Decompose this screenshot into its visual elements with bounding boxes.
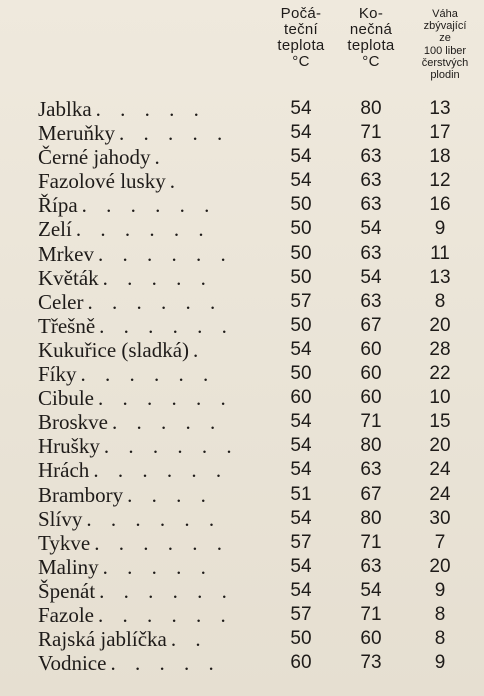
remaining-weight-cell: 20 xyxy=(429,555,451,577)
header-line: ze xyxy=(439,32,451,45)
produce-name: Hrušky xyxy=(38,434,100,459)
remaining-weight-cell: 13 xyxy=(429,266,451,288)
remaining-weight-cell: 8 xyxy=(434,603,446,625)
final-temperature-cell: 63 xyxy=(360,170,382,192)
remaining-weight-cell: 20 xyxy=(429,314,451,336)
produce-name: Tykve xyxy=(38,530,91,555)
header-line: °C xyxy=(362,53,380,70)
final-temperature-cell: 67 xyxy=(360,314,382,336)
initial-temperature-cell: 51 xyxy=(290,483,312,505)
remaining-weight-cell: 8 xyxy=(434,290,446,312)
leader-dots: . . . . . . xyxy=(103,434,239,459)
initial-temperature-cell: 54 xyxy=(290,507,312,529)
header-final-temperature xyxy=(332,6,410,70)
header-line: Počá- xyxy=(280,5,322,22)
leader-dots: . . . . . xyxy=(102,554,213,579)
produce-name: Hrách xyxy=(38,458,90,483)
remaining-weight-cell: 17 xyxy=(429,122,451,144)
produce-name-cell xyxy=(38,169,268,193)
final-temperature-cell: 67 xyxy=(360,483,382,505)
initial-temperature-cell: 54 xyxy=(290,170,312,192)
produce-name: Fazolové lusky xyxy=(38,169,166,194)
produce-name-cell xyxy=(38,555,268,579)
remaining-weight-cell: 12 xyxy=(429,170,451,192)
remaining-weight-cell: 13 xyxy=(429,98,451,119)
final-temperature-cell: 63 xyxy=(360,194,382,216)
produce-name-cell xyxy=(38,603,268,627)
produce-name: Květák xyxy=(38,265,99,290)
remaining-weight-cell: 22 xyxy=(429,363,451,385)
final-temperature-cell: 60 xyxy=(360,628,382,650)
initial-temperature-cell: 60 xyxy=(290,652,312,674)
produce-name-cell xyxy=(38,97,268,121)
produce-name-cell xyxy=(38,627,268,651)
leader-dots: . . . . . . xyxy=(93,458,229,483)
leader-dots: . . . . . . xyxy=(80,362,216,387)
produce-name-cell xyxy=(38,338,268,362)
initial-temperature-cell: 54 xyxy=(290,338,312,360)
produce-name: Kukuřice (sladká) xyxy=(38,337,190,362)
header-remaining-weight xyxy=(405,8,484,81)
table-row xyxy=(0,314,484,338)
table-row xyxy=(0,410,484,434)
leader-dots: . . . . . . xyxy=(81,193,217,218)
produce-name: Slívy xyxy=(38,506,83,531)
table-row xyxy=(0,483,484,507)
header-line: teční xyxy=(283,21,319,38)
remaining-weight-cell: 18 xyxy=(429,146,451,168)
final-temperature-cell: 54 xyxy=(360,266,382,288)
initial-temperature-cell: 57 xyxy=(290,531,312,553)
leader-dots: . xyxy=(169,169,182,194)
header-line: teplota xyxy=(347,37,395,54)
leader-dots: . . . . . . xyxy=(86,506,222,531)
leader-dots: . . . . . . xyxy=(98,386,233,411)
table-row xyxy=(0,651,484,675)
initial-temperature-cell: 50 xyxy=(290,363,312,385)
produce-name: Mrkev xyxy=(38,241,94,266)
initial-temperature-cell: 60 xyxy=(290,387,312,409)
table-row xyxy=(0,555,484,579)
remaining-weight-cell: 8 xyxy=(434,628,446,650)
remaining-weight-cell: 28 xyxy=(429,338,451,360)
initial-temperature-cell: 54 xyxy=(290,459,312,481)
remaining-weight-cell: 24 xyxy=(429,459,451,481)
leader-dots: . . . . . xyxy=(110,651,221,676)
leader-dots: . xyxy=(193,337,206,362)
final-temperature-cell: 71 xyxy=(360,531,382,553)
table-row xyxy=(0,145,484,169)
table-row xyxy=(0,193,484,217)
produce-name: Špenát xyxy=(38,578,96,603)
remaining-weight-cell: 24 xyxy=(429,483,451,505)
table-row xyxy=(0,338,484,362)
produce-name-cell xyxy=(38,386,268,410)
final-temperature-cell: 54 xyxy=(360,579,382,601)
produce-name-cell xyxy=(38,651,268,675)
produce-name-cell xyxy=(38,531,268,555)
table-row xyxy=(0,121,484,145)
remaining-weight-cell: 9 xyxy=(434,652,446,674)
produce-name-cell xyxy=(38,314,268,338)
produce-name-cell xyxy=(38,145,268,169)
table-row xyxy=(0,434,484,458)
leader-dots: . . xyxy=(170,627,208,652)
table-row xyxy=(0,217,484,241)
final-temperature-cell: 71 xyxy=(360,122,382,144)
produce-name: Třešně xyxy=(38,313,96,338)
initial-temperature-cell: 50 xyxy=(290,218,312,240)
header-line: °C xyxy=(292,53,310,70)
initial-temperature-cell: 50 xyxy=(290,242,312,264)
produce-name-cell xyxy=(38,410,268,434)
remaining-weight-cell: 16 xyxy=(429,194,451,216)
produce-name-cell xyxy=(38,242,268,266)
table-row xyxy=(0,627,484,651)
produce-name: Vodnice xyxy=(38,651,107,676)
final-temperature-cell: 63 xyxy=(360,555,382,577)
table-row xyxy=(0,531,484,555)
produce-name-cell xyxy=(38,483,268,507)
remaining-weight-cell: 9 xyxy=(434,579,446,601)
produce-name-cell xyxy=(38,507,268,531)
header-line: Váha xyxy=(432,8,458,20)
leader-dots: . xyxy=(154,145,167,170)
final-temperature-cell: 63 xyxy=(360,290,382,312)
initial-temperature-cell: 54 xyxy=(290,98,312,119)
produce-name: Černé jahody xyxy=(38,145,151,170)
produce-name: Zelí xyxy=(38,217,72,242)
table-row xyxy=(0,97,484,121)
remaining-weight-cell: 20 xyxy=(429,435,451,457)
initial-temperature-cell: 50 xyxy=(290,314,312,336)
table-row xyxy=(0,290,484,314)
header-line: čerstvých xyxy=(421,56,469,69)
produce-name-cell xyxy=(38,193,268,217)
produce-name: Jablka xyxy=(38,97,92,121)
table-row xyxy=(0,266,484,290)
remaining-weight-cell: 15 xyxy=(429,411,451,433)
table-row xyxy=(0,386,484,410)
leader-dots: . . . . . xyxy=(112,410,223,435)
produce-name: Maliny xyxy=(38,554,99,579)
produce-name: Rajská jablíčka xyxy=(38,627,167,652)
produce-name: Brambory xyxy=(38,482,124,507)
leader-dots: . . . . . . xyxy=(97,602,233,627)
produce-name: Celer xyxy=(38,289,84,314)
final-temperature-cell: 80 xyxy=(360,435,382,457)
produce-name-cell xyxy=(38,434,268,458)
produce-name: Meruňky xyxy=(38,121,115,146)
leader-dots: . . . . . xyxy=(119,121,230,146)
table-row xyxy=(0,169,484,193)
initial-temperature-cell: 57 xyxy=(290,603,312,625)
final-temperature-cell: 73 xyxy=(360,652,382,674)
final-temperature-cell: 63 xyxy=(360,146,382,168)
produce-name: Řípa xyxy=(38,193,78,218)
leader-dots: . . . . . xyxy=(95,97,206,121)
leader-dots: . . . . . xyxy=(102,265,213,290)
produce-name-cell xyxy=(38,121,268,145)
produce-name: Fíky xyxy=(38,362,77,387)
final-temperature-cell: 54 xyxy=(360,218,382,240)
table-row xyxy=(0,603,484,627)
leader-dots: . . . . . . xyxy=(98,241,233,266)
initial-temperature-cell: 54 xyxy=(290,579,312,601)
initial-temperature-cell: 54 xyxy=(290,411,312,433)
initial-temperature-cell: 54 xyxy=(290,435,312,457)
produce-name-cell xyxy=(38,362,268,386)
produce-name-cell xyxy=(38,290,268,314)
initial-temperature-cell: 54 xyxy=(290,146,312,168)
header-line: plodin xyxy=(430,69,460,82)
header-line: teplota xyxy=(277,37,325,54)
table-row xyxy=(0,579,484,603)
header-line: nečná xyxy=(349,21,393,38)
final-temperature-cell: 80 xyxy=(360,507,382,529)
remaining-weight-cell: 30 xyxy=(429,507,451,529)
table-row xyxy=(0,507,484,531)
leader-dots: . . . . . . xyxy=(99,578,234,603)
table-row xyxy=(0,242,484,266)
remaining-weight-cell: 11 xyxy=(430,242,450,264)
header-line: zbývající xyxy=(423,20,467,33)
header-initial-temperature xyxy=(262,6,340,70)
final-temperature-cell: 71 xyxy=(360,603,382,625)
produce-name: Broskve xyxy=(38,410,108,435)
table-body xyxy=(0,97,484,675)
produce-name-cell xyxy=(38,217,268,241)
initial-temperature-cell: 54 xyxy=(290,555,312,577)
final-temperature-cell: 63 xyxy=(360,459,382,481)
header-line: Ko- xyxy=(358,5,384,22)
table-row xyxy=(0,458,484,482)
produce-name: Cibule xyxy=(38,386,94,411)
produce-name-cell xyxy=(38,266,268,290)
leader-dots: . . . . xyxy=(127,482,213,507)
final-temperature-cell: 80 xyxy=(360,98,382,119)
leader-dots: . . . . . . xyxy=(87,289,223,314)
final-temperature-cell: 63 xyxy=(360,242,382,264)
produce-name: Fazole xyxy=(38,602,94,627)
leader-dots: . . . . . . xyxy=(99,313,234,338)
initial-temperature-cell: 50 xyxy=(290,194,312,216)
leader-dots: . . . . . . xyxy=(94,530,229,555)
produce-name-cell xyxy=(38,579,268,603)
initial-temperature-cell: 54 xyxy=(290,122,312,144)
final-temperature-cell: 60 xyxy=(360,387,382,409)
initial-temperature-cell: 50 xyxy=(290,266,312,288)
produce-name-cell xyxy=(38,458,268,482)
final-temperature-cell: 60 xyxy=(360,363,382,385)
remaining-weight-cell: 7 xyxy=(434,531,446,553)
header-line: 100 liber xyxy=(423,44,467,57)
remaining-weight-cell: 10 xyxy=(429,387,451,409)
remaining-weight-cell: 9 xyxy=(434,218,446,240)
leader-dots: . . . . . . xyxy=(75,217,211,242)
initial-temperature-cell: 50 xyxy=(290,628,312,650)
initial-temperature-cell: 57 xyxy=(290,290,312,312)
table-row xyxy=(0,362,484,386)
final-temperature-cell: 71 xyxy=(360,411,382,433)
final-temperature-cell: 60 xyxy=(360,338,382,360)
